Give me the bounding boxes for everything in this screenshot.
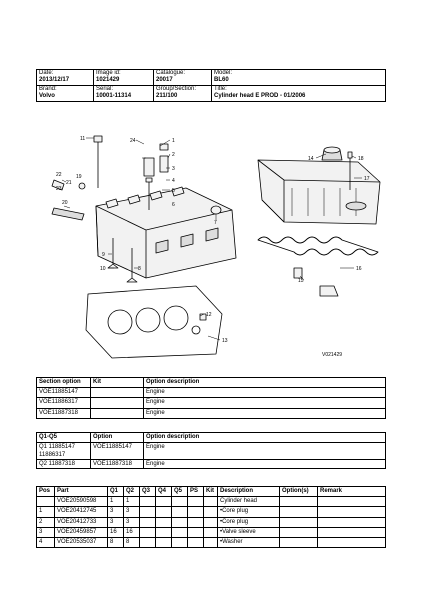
part-cell: 16 [124, 527, 140, 537]
cover-gasket-shape [258, 237, 378, 255]
part-cell [280, 517, 318, 527]
parts-table [36, 486, 386, 548]
part-cell [172, 507, 188, 517]
q-option-col-header: Q1-Q5 [37, 433, 91, 443]
part-cell: •Core plug [218, 517, 280, 527]
part-cell: 3 [108, 507, 124, 517]
part-cell: VOE20590598 [55, 497, 108, 507]
section-option-cell: Engine [144, 388, 386, 398]
part-cell: 8 [108, 538, 124, 548]
serial-cell [94, 86, 154, 102]
part-col-header: Q5 [172, 487, 188, 497]
part-cell [172, 538, 188, 548]
section-option-col-header: Section option [37, 378, 91, 388]
group-label: Group/Section: [156, 86, 197, 92]
part-cell [204, 538, 218, 548]
catalogue-cell [154, 70, 212, 86]
part-row [37, 527, 386, 537]
title-label: Title: [214, 86, 227, 92]
part-cell: VOE20535037 [55, 538, 108, 548]
part-cell [204, 507, 218, 517]
section-option-cell [91, 408, 144, 418]
part-cell [156, 507, 172, 517]
part-cell [156, 538, 172, 548]
part-cell [140, 497, 156, 507]
section-options-table [36, 377, 386, 419]
image-id-cell [94, 70, 154, 86]
q-option-cell: VOE11887318 [91, 460, 144, 469]
part-cell [318, 507, 386, 517]
title-cell [212, 86, 386, 102]
part-col-header: Option(s) [280, 487, 318, 497]
callout-18: 18 [358, 156, 364, 162]
part-cell [188, 507, 204, 517]
section-option-cell: VOE11885147 [37, 388, 91, 398]
image-id-value: 1021429 [96, 77, 120, 84]
part-cell: •Core plug [218, 507, 280, 517]
part-row [37, 507, 386, 517]
q-option-cell: VOE11885147 [91, 443, 144, 460]
section-options-header [37, 378, 386, 388]
part-col-header: Q4 [156, 487, 172, 497]
part-cell [318, 538, 386, 548]
q-option-cell: Q1 11885147 11886317 [37, 443, 91, 460]
model-cell [212, 70, 386, 86]
part-cell [188, 527, 204, 537]
part-cell [204, 527, 218, 537]
callout-6: 6 [172, 202, 175, 208]
part-cell: 3 [124, 507, 140, 517]
part-col-header: Q1 [108, 487, 124, 497]
part-cell: •Washer [218, 538, 280, 548]
section-option-row [37, 408, 386, 418]
part-col-header: PS [188, 487, 204, 497]
q-option-row [37, 460, 386, 469]
callout-2: 2 [172, 152, 175, 158]
part-cell: 3 [124, 517, 140, 527]
section-option-cell [91, 398, 144, 408]
section-option-cell [91, 388, 144, 398]
part-row [37, 497, 386, 507]
catalogue-value: 20017 [156, 77, 173, 84]
callout-22: 22 [56, 172, 62, 178]
part-cell [37, 497, 55, 507]
callout-9: 9 [102, 252, 105, 258]
part-cell [204, 517, 218, 527]
part-cell: 4 [37, 538, 55, 548]
part-cell [172, 517, 188, 527]
part-cell [318, 527, 386, 537]
parts-header [37, 487, 386, 497]
part-cell [156, 527, 172, 537]
part-cell: VOE20412733 [55, 517, 108, 527]
serial-label: Serial: [96, 86, 114, 92]
date-cell [37, 70, 94, 86]
part-cell [188, 497, 204, 507]
callout-8: 8 [138, 266, 141, 272]
group-cell [154, 86, 212, 102]
brand-value: Volvo [39, 93, 55, 100]
part-col-header: Q3 [140, 487, 156, 497]
part-cell [140, 538, 156, 548]
section-option-row [37, 398, 386, 408]
part-cell [172, 497, 188, 507]
q-options-header [37, 433, 386, 443]
image-id-label: Image id: [96, 70, 121, 76]
section-option-cell: Engine [144, 398, 386, 408]
part-cell: Cylinder head [218, 497, 280, 507]
section-option-cell: VOE11886317 [37, 398, 91, 408]
callout-12: 12 [206, 312, 212, 318]
part-cell [280, 538, 318, 548]
part-col-header: Remark [318, 487, 386, 497]
callout-15: 15 [298, 278, 304, 284]
section-option-col-header: Kit [91, 378, 144, 388]
part-cell: 8 [124, 538, 140, 548]
brand-label: Brand: [39, 86, 57, 92]
callout-4: 4 [172, 178, 175, 184]
callout-10: 10 [100, 266, 106, 272]
q-option-cell: Engine [144, 460, 386, 469]
group-value: 211/100 [156, 93, 178, 100]
q-option-col-header: Option [91, 433, 144, 443]
part-cell [140, 517, 156, 527]
section-option-row [37, 388, 386, 398]
part-cell [140, 507, 156, 517]
part-cell [318, 517, 386, 527]
part-cell: VOE20459857 [55, 527, 108, 537]
part-cell: 16 [108, 527, 124, 537]
figure-id: V021429 [322, 352, 343, 358]
part-cell [318, 497, 386, 507]
part-cell [188, 517, 204, 527]
section-option-cell: Engine [144, 408, 386, 418]
part-cell [172, 527, 188, 537]
part-cell: 3 [37, 527, 55, 537]
callout-14: 14 [308, 156, 314, 162]
callout-20: 20 [62, 200, 68, 206]
part-row [37, 517, 386, 527]
q-option-cell: Engine [144, 443, 386, 460]
part-col-header: Q2 [124, 487, 140, 497]
part-cell [188, 538, 204, 548]
part-cell [280, 527, 318, 537]
part-cell: 1 [37, 507, 55, 517]
part-cell [156, 497, 172, 507]
part-cell: 1 [108, 497, 124, 507]
q-option-row [37, 443, 386, 460]
title-value: Cylinder head E PROD - 01/2006 [214, 93, 306, 100]
part-row [37, 538, 386, 548]
callout-1: 1 [172, 138, 175, 144]
q-option-cell: Q2 11887318 [37, 460, 91, 469]
part-cell [140, 527, 156, 537]
section-option-cell: VOE11887318 [37, 408, 91, 418]
section-option-col-header: Option description [144, 378, 386, 388]
callout-3: 3 [172, 166, 175, 172]
callout-16: 16 [356, 266, 362, 272]
part-col-header: Kit [204, 487, 218, 497]
model-value: BL60 [214, 77, 229, 84]
header-table [36, 69, 386, 102]
part-col-header: Part [55, 487, 108, 497]
callout-5: 5 [172, 188, 175, 194]
part-cell: 2 [37, 517, 55, 527]
part-cell: 3 [108, 517, 124, 527]
part-col-header: Pos [37, 487, 55, 497]
part-cell [280, 507, 318, 517]
callout-23: 23 [56, 186, 62, 192]
catalogue-label: Catalogue: [156, 70, 186, 76]
date-value: 2013/12/17 [39, 77, 70, 84]
part-cell: 1 [124, 497, 140, 507]
part-cell [156, 517, 172, 527]
part-cell: •Valve sleeve [218, 527, 280, 537]
callout-11: 11 [80, 136, 86, 142]
part-cell: VOE20412745 [55, 507, 108, 517]
brand-cell [37, 86, 94, 102]
q-option-col-header: Option description [144, 433, 386, 443]
date-label: Date: [39, 70, 54, 76]
callout-13: 13 [222, 338, 228, 344]
q-options-table [36, 432, 386, 469]
part-cell [204, 497, 218, 507]
model-label: Model: [214, 70, 233, 76]
part-cell [280, 497, 318, 507]
callout-24: 24 [130, 138, 136, 144]
callout-21: 21 [66, 180, 72, 186]
callout-7: 7 [214, 220, 217, 226]
callout-19: 19 [76, 174, 82, 180]
exploded-view-diagram [36, 118, 386, 374]
serial-value: 10001-11314 [96, 93, 132, 100]
callout-17: 17 [364, 176, 370, 182]
part-col-header: Description [218, 487, 280, 497]
